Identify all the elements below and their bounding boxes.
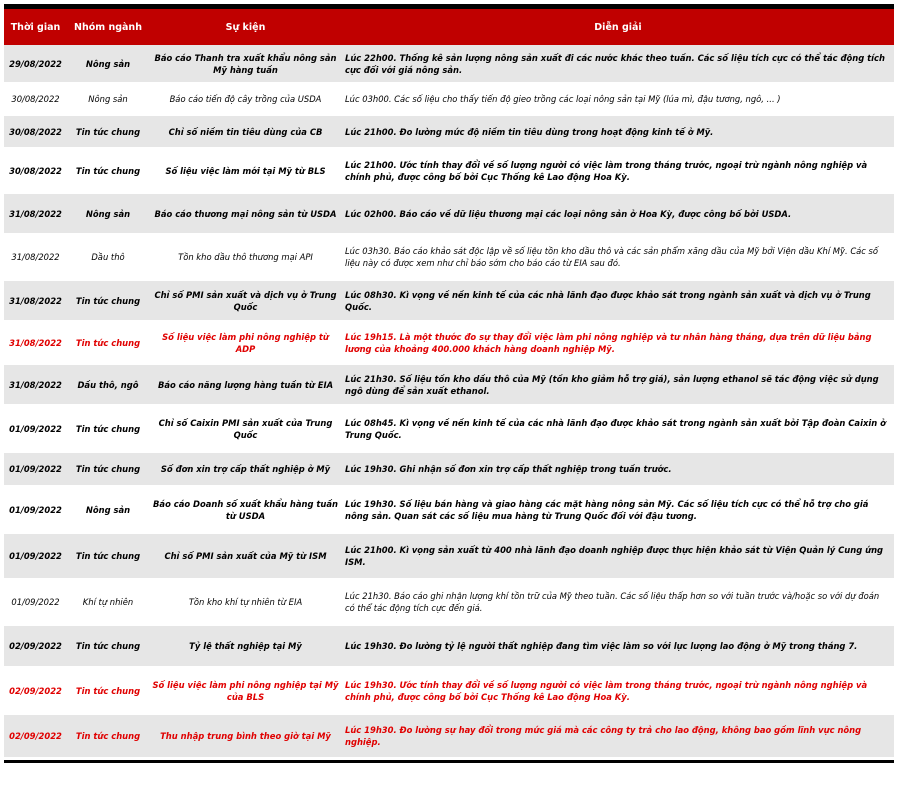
row-group: Tin tức chung — [67, 116, 149, 150]
row-note: Lúc 03h00. Các số liệu cho thấy tiến độ gieo trồng các loại nông sản tại Mỹ (lúa mì, đậu tương, ngô, ... ) — [342, 85, 894, 116]
row-note: Lúc 19h30. Số liệu bán hàng và giao hàng các mặt hàng nông sản Mỹ. Các số liệu tích cực có thể hỗ trợ cho giá nông sản. Quan sát các số liệu mua hàng từ Trung Quốc đối với đậu tương. — [342, 488, 894, 534]
row-date: 01/09/2022 — [4, 581, 67, 626]
table-row — [4, 715, 894, 760]
row-note: Lúc 19h15. Là một thước đo sự thay đổi việc làm phi nông nghiệp và tư nhân hàng tháng, dựa trên dữ liệu bảng lương của khoảng 400.000 khách hàng doanh nghiệp Mỹ. — [342, 323, 894, 365]
event-calendar — [4, 4, 894, 763]
row-event: Tồn kho dầu thô thương mại API — [149, 236, 342, 281]
row-event: Số liệu việc làm phi nông nghiệp từ ADP — [149, 323, 342, 365]
row-event: Chỉ số PMI sản xuất và dịch vụ ở Trung Quốc — [149, 281, 342, 323]
row-note: Lúc 03h30. Báo cáo khảo sát độc lập về số liệu tồn kho dầu thô và các sản phẩm xăng dầu của Mỹ bởi Viện dầu Khí Mỹ. Các số liệu này có được xem như chỉ báo sớm cho báo cáo từ EIA sau đó. — [342, 236, 894, 281]
row-note: Lúc 08h45. Kì vọng về nền kinh tế của các nhà lãnh đạo được khảo sát trong ngành sản xuất bởi Tập đoàn Caixin ở Trung Quốc. — [342, 407, 894, 453]
table-row — [4, 581, 894, 626]
event-table — [4, 9, 894, 760]
row-date: 31/08/2022 — [4, 365, 67, 407]
table-row — [4, 453, 894, 488]
row-date: 30/08/2022 — [4, 116, 67, 150]
row-note: Lúc 19h30. Ước tính thay đổi về số lượng người có việc làm trong tháng trước, ngoại trừ ngành nông nghiệp và chính phủ, được công bố bởi Cục Thống kê Lao động Hoa Kỳ. — [342, 669, 894, 715]
row-group: Tin tức chung — [67, 407, 149, 453]
bottom-rule — [4, 760, 894, 763]
row-note: Lúc 19h30. Ghi nhận số đơn xin trợ cấp thất nghiệp trong tuần trước. — [342, 453, 894, 488]
row-event: Báo cáo Doanh số xuất khẩu hàng tuần từ USDA — [149, 488, 342, 534]
table-row — [4, 626, 894, 669]
table-row — [4, 281, 894, 323]
row-group: Tin tức chung — [67, 150, 149, 194]
row-event: Báo cáo năng lượng hàng tuần từ EIA — [149, 365, 342, 407]
table-row — [4, 323, 894, 365]
table-row — [4, 194, 894, 236]
table-body — [4, 45, 894, 760]
row-group: Tin tức chung — [67, 323, 149, 365]
row-group: Khí tự nhiên — [67, 581, 149, 626]
row-group: Nông sản — [67, 85, 149, 116]
table-row — [4, 85, 894, 116]
row-group: Nông sản — [67, 45, 149, 85]
row-date: 01/09/2022 — [4, 453, 67, 488]
row-event: Chỉ số Caixin PMI sản xuất của Trung Quốc — [149, 407, 342, 453]
row-date: 01/09/2022 — [4, 534, 67, 581]
row-date: 02/09/2022 — [4, 715, 67, 760]
table-row — [4, 488, 894, 534]
row-date: 01/09/2022 — [4, 488, 67, 534]
row-group: Tin tức chung — [67, 281, 149, 323]
row-event: Chỉ số PMI sản xuất của Mỹ từ ISM — [149, 534, 342, 581]
row-date: 02/09/2022 — [4, 669, 67, 715]
row-event: Báo cáo Thanh tra xuất khẩu nông sản Mỹ hàng tuần — [149, 45, 342, 85]
row-note: Lúc 22h00. Thống kê sản lượng nông sản xuất đi các nước khác theo tuần. Các số liệu tích cực có thể tác động tích cực đối với giá nông sản. — [342, 45, 894, 85]
row-date: 30/08/2022 — [4, 85, 67, 116]
row-note: Lúc 21h30. Số liệu tồn kho dầu thô của Mỹ (tồn kho giảm hỗ trợ giá), sản lượng ethanol sẽ tác động việc sử dụng ngô dùng để sản xuất ethanol. — [342, 365, 894, 407]
table-row — [4, 365, 894, 407]
row-note: Lúc 08h30. Kì vọng về nền kinh tế của các nhà lãnh đạo được khảo sát trong ngành sản xuất và dịch vụ ở Trung Quốc. — [342, 281, 894, 323]
row-group: Dầu thô, ngô — [67, 365, 149, 407]
row-group: Tin tức chung — [67, 453, 149, 488]
header-note: Diễn giải — [342, 9, 894, 45]
row-group: Tin tức chung — [67, 669, 149, 715]
row-note: Lúc 21h00. Ước tính thay đổi về số lượng người có việc làm trong tháng trước, ngoại trừ ngành nông nghiệp và chính phủ, được công bố bởi Cục Thống kê Lao động Hoa Kỳ. — [342, 150, 894, 194]
row-event: Chỉ số niềm tin tiêu dùng của CB — [149, 116, 342, 150]
table-row — [4, 116, 894, 150]
row-event: Thu nhập trung bình theo giờ tại Mỹ — [149, 715, 342, 760]
table-row — [4, 236, 894, 281]
row-date: 01/09/2022 — [4, 407, 67, 453]
row-note: Lúc 19h30. Đo lường tỷ lệ người thất nghiệp đang tìm việc làm so với lực lượng lao động ở Mỹ trong tháng 7. — [342, 626, 894, 669]
row-date: 31/08/2022 — [4, 236, 67, 281]
row-group: Tin tức chung — [67, 534, 149, 581]
header-date: Thời gian — [4, 9, 67, 45]
row-event: Báo cáo tiến độ cây trồng của USDA — [149, 85, 342, 116]
row-group: Tin tức chung — [67, 715, 149, 760]
header-row — [4, 9, 894, 45]
row-date: 02/09/2022 — [4, 626, 67, 669]
row-group: Nông sản — [67, 194, 149, 236]
row-date: 29/08/2022 — [4, 45, 67, 85]
table-row — [4, 407, 894, 453]
table-row — [4, 150, 894, 194]
row-note: Lúc 21h30. Báo cáo ghi nhận lượng khí tồn trữ của Mỹ theo tuần. Các số liệu thấp hơn so với tuần trước và/hoặc so với dự đoán có thể tác động tích cực đến giá. — [342, 581, 894, 626]
row-group: Dầu thô — [67, 236, 149, 281]
row-date: 31/08/2022 — [4, 281, 67, 323]
table-row — [4, 669, 894, 715]
row-event: Số liệu việc làm mới tại Mỹ từ BLS — [149, 150, 342, 194]
header-group: Nhóm ngành — [67, 9, 149, 45]
row-date: 31/08/2022 — [4, 194, 67, 236]
row-date: 31/08/2022 — [4, 323, 67, 365]
table-row — [4, 45, 894, 85]
row-group: Nông sản — [67, 488, 149, 534]
row-group: Tin tức chung — [67, 626, 149, 669]
row-event: Báo cáo thương mại nông sản từ USDA — [149, 194, 342, 236]
row-note: Lúc 21h00. Kì vọng sản xuất từ 400 nhà lãnh đạo doanh nghiệp được thực hiện khảo sát từ Viện Quản lý Cung ứng ISM. — [342, 534, 894, 581]
table-row — [4, 534, 894, 581]
row-event: Tồn kho khí tự nhiên từ EIA — [149, 581, 342, 626]
row-note: Lúc 21h00. Đo lường mức độ niềm tin tiêu dùng trong hoạt động kinh tế ở Mỹ. — [342, 116, 894, 150]
header-event: Sự kiện — [149, 9, 342, 45]
row-event: Số liệu việc làm phi nông nghiệp tại Mỹ của BLS — [149, 669, 342, 715]
row-note: Lúc 02h00. Báo cáo về dữ liệu thương mại các loại nông sản ở Hoa Kỳ, được công bố bởi USDA. — [342, 194, 894, 236]
row-date: 30/08/2022 — [4, 150, 67, 194]
row-event: Tỷ lệ thất nghiệp tại Mỹ — [149, 626, 342, 669]
row-event: Số đơn xin trợ cấp thất nghiệp ở Mỹ — [149, 453, 342, 488]
row-note: Lúc 19h30. Đo lường sự hay đổi trong mức giá mà các công ty trả cho lao động, không bao gồm lĩnh vực nông nghiệp. — [342, 715, 894, 760]
